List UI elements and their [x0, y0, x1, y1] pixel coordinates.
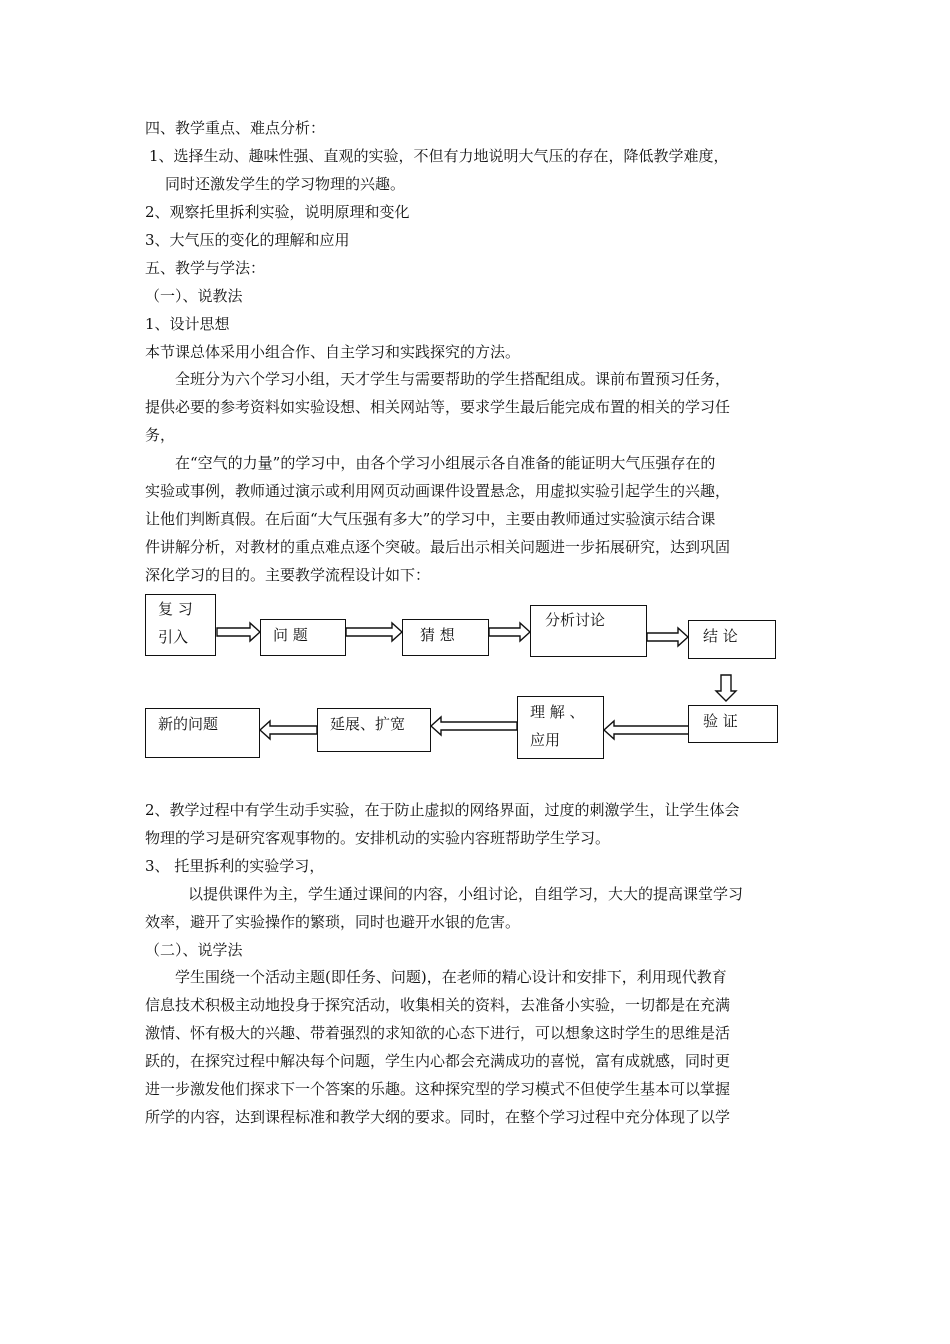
flow-box-review	[145, 594, 216, 656]
section5-heading: 五、教学与学法：	[145, 259, 266, 277]
para1-line: 提供必要的参考资料如实验设想、相关网站等，要求学生最后能完成布置的相关的学习任	[145, 398, 731, 416]
learning-para-line: 进一步激发他们探求下一个答案的乐趣。这种探究型的学习模式不但使学生基本可以掌握	[145, 1080, 731, 1098]
arrow-right-icon	[217, 623, 260, 641]
arrow-down-icon	[716, 675, 736, 701]
arrow-left-icon	[431, 717, 517, 735]
para2-line: 实验或事例，教师通过演示或利用网页动画课件设置悬念，用虚拟实验引起学生的兴趣，	[145, 482, 731, 500]
learning-para-line: 学生围绕一个活动主题(即任务、问题)，在老师的精心设计和安排下，利用现代教育	[175, 968, 727, 986]
flow-box-guess	[402, 619, 489, 656]
after-item3-line: 以提供课件为主，学生通过课间的内容，小组讨论，自组学习，大大的提高课堂学习	[188, 885, 744, 903]
section4-item1-line1: 1、选择生动、趣味性强、直观的实验，不但有力地说明大气压的存在，降低教学难度，	[149, 147, 729, 165]
section4-item3: 3、大气压的变化的理解和应用	[145, 231, 350, 249]
para2-line: 让他们判断真假。在后面“大气压强有多大”的学习中，主要由教师通过实验演示结合课	[145, 510, 716, 528]
flow-box-review-label-1: 复 习	[158, 600, 193, 618]
flow-box-extend	[317, 708, 431, 752]
design-title: 1、设计思想	[145, 315, 230, 333]
after-item3-title: 3、 托里拆利的实验学习，	[145, 857, 325, 875]
para2-line: 在“空气的力量”的学习中，由各个学习小组展示各自准备的能证明大气压强存在的	[175, 454, 716, 472]
flow-box-conclusion	[688, 620, 776, 659]
flow-box-guess-label: 猜 想	[420, 626, 455, 644]
learning-para-line: 跃的，在探究过程中解决每个问题，学生内心都会充满成功的喜悦，富有成就感，同时更	[145, 1052, 731, 1070]
para1-line: 务，	[145, 426, 176, 444]
learning-para-line: 所学的内容，达到课程标准和教学大纲的要求。同时，在整个学习过程中充分体现了以学	[145, 1108, 731, 1126]
flow-box-understand-label-2: 应用	[530, 731, 561, 749]
section5-sub2: （二）、说学法	[145, 941, 243, 959]
arrow-left-icon	[604, 721, 689, 739]
flow-box-conclusion-label: 结 论	[703, 627, 738, 645]
flow-box-question	[260, 619, 346, 656]
design-intro: 本节课总体采用小组合作、自主学习和实践探究的方法。	[145, 343, 521, 361]
para2-line: 深化学习的目的。主要教学流程设计如下：	[145, 566, 431, 584]
arrow-right-icon	[346, 623, 402, 641]
learning-para-line: 信息技术积极主动地投身于探究活动，收集相关的资料，去准备小实验，一切都是在充满	[145, 996, 731, 1014]
after-item3-line: 效率，避开了实验操作的繁琐，同时也避开水银的危害。	[145, 913, 521, 931]
arrow-right-icon	[489, 623, 530, 641]
flow-box-verify-label: 验 证	[703, 712, 738, 730]
learning-para-line: 激情、怀有极大的兴趣、带着强烈的求知欲的心态下进行，可以想象这时学生的思维是活	[145, 1024, 731, 1042]
section4-item2: 2、观察托里拆利实验，说明原理和变化	[145, 203, 410, 221]
after-item2-line: 物理的学习是研究客观事物的。安排机动的实验内容班帮助学生学习。	[145, 829, 611, 847]
flow-box-understand-label-1: 理 解 、	[530, 703, 585, 721]
flow-box-understand	[517, 696, 604, 759]
arrow-left-icon	[260, 721, 317, 739]
flow-box-discuss-label: 分析讨论	[545, 611, 606, 629]
section4-heading: 四、教学重点、难点分析：	[145, 119, 326, 137]
flow-box-verify	[688, 705, 778, 743]
flow-box-question-label: 问 题	[273, 626, 308, 644]
flow-box-review-label-2: 引入	[158, 628, 189, 646]
after-item2-line: 2、教学过程中有学生动手实验，在于防止虚拟的网络界面，过度的刺激学生，让学生体会	[145, 801, 740, 819]
para2-line: 件讲解分析，对教材的重点难点逐个突破。最后出示相关问题进一步拓展研究，达到巩固	[145, 538, 731, 556]
section5-sub1: （一）、说教法	[145, 287, 243, 305]
flow-box-new-question-label: 新的问题	[158, 715, 219, 733]
para1-line: 全班分为六个学习小组，天才学生与需要帮助的学生搭配组成。课前布置预习任务，	[175, 370, 731, 388]
flow-box-discuss	[530, 605, 647, 657]
arrow-right-icon	[647, 628, 688, 646]
flow-box-new-question	[145, 708, 260, 758]
section4-item1-line2: 同时还激发学生的学习物理的兴趣。	[165, 175, 406, 193]
flow-box-extend-label: 延展、扩宽	[330, 715, 406, 733]
